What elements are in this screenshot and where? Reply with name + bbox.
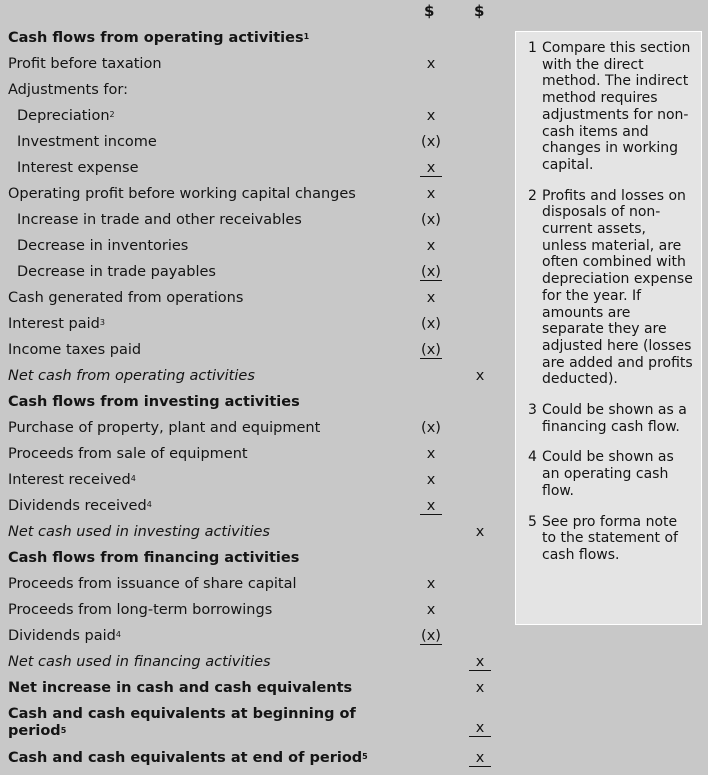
section-heading-operating: Cash flows from operating activities$^1$ xyxy=(8,30,310,46)
subtotal-investing: Net cash used in investing activities x xyxy=(8,524,485,540)
statement-row: Proceeds from sale of equipment x xyxy=(8,446,436,462)
statement-row: Operating profit before working capital changes x xyxy=(8,186,436,202)
statement-row: Purchase of property, plant and equipment (x) xyxy=(8,420,441,436)
statement-row: Proceeds from issuance of share capital x xyxy=(8,576,436,592)
note-1: 1 Compare this section with the direct method. The indirect method requires adjustments for non-cash items and changes in working capital. xyxy=(528,40,691,173)
note-3: 3 Could be shown as a financing cash flow. xyxy=(528,402,687,435)
subtotal-operating: Net cash from operating activities x xyxy=(8,368,485,384)
total-cash-beginning: Cash and cash equivalents at beginning of period$^5$ x xyxy=(8,704,503,744)
column-header-1: $ xyxy=(424,2,435,20)
statement-row: Depreciation$^2$ x xyxy=(17,108,436,124)
total-net-increase: Net increase in cash and cash equivalents x xyxy=(8,680,485,696)
statement-row: Cash generated from operations x xyxy=(8,290,436,306)
statement-row: Decrease in inventories x xyxy=(17,238,436,254)
note-2: 2 Profits and losses on disposals of non-current assets, unless material, are often combined with depreciation expense for the year. If amounts are separate they are adjusted here (losses are added and profits deducted). xyxy=(528,187,693,388)
statement-row: Interest paid$^3$ (x) xyxy=(8,316,441,332)
statement-row: Dividends paid$^4$ (x) xyxy=(8,624,503,648)
statement-row: Increase in trade and other receivables (x) xyxy=(17,212,441,228)
statement-row: Proceeds from long-term borrowings x xyxy=(8,602,436,618)
section-heading-financing: Cash flows from financing activities xyxy=(8,550,300,566)
statement-row: Decrease in trade payables (x) xyxy=(8,260,503,284)
statement-row: Interest received$^4$ x xyxy=(8,472,436,488)
statement-row: Income taxes paid (x) xyxy=(8,338,503,362)
statement-row: Profit before taxation x xyxy=(8,56,436,72)
notes-panel xyxy=(515,31,702,625)
statement-row: Dividends received$^4$ x xyxy=(8,494,503,518)
total-cash-end: Cash and cash equivalents at end of period$^5$ x xyxy=(8,746,503,770)
note-4: 4 Could be shown as an operating cash flow. xyxy=(528,449,674,499)
column-header-2: $ xyxy=(474,2,485,20)
subtotal-financing: Net cash used in financing activities x xyxy=(8,650,503,674)
statement-row: Interest expense x xyxy=(8,156,503,180)
note-5: 5 See pro forma note to the statement of cash flows. xyxy=(528,513,678,563)
statement-row: Adjustments for: xyxy=(8,82,128,98)
statement-row: Investment income (x) xyxy=(17,134,441,150)
section-heading-investing: Cash flows from investing activities xyxy=(8,394,300,410)
